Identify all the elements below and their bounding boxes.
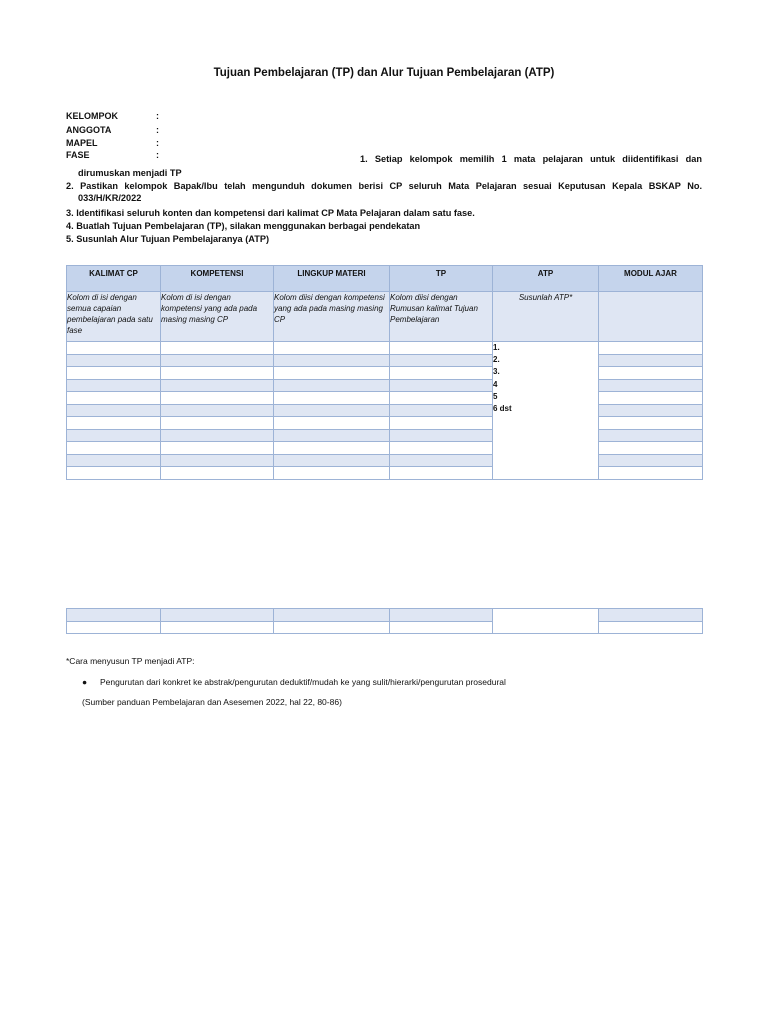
table-cell[interactable] bbox=[599, 417, 703, 430]
instruction-5: 5. Susunlah Alur Tujuan Pembelajaranya (ATP) bbox=[66, 234, 270, 244]
table-row bbox=[67, 404, 703, 417]
table-cell[interactable] bbox=[390, 609, 493, 622]
table-cell[interactable] bbox=[161, 429, 274, 442]
table-cell[interactable] bbox=[599, 442, 703, 455]
desc-kompetensi: Kolom di isi dengan kompetensi yang ada pada masing masing CP bbox=[161, 292, 274, 342]
table-cell[interactable] bbox=[599, 354, 703, 367]
table-cell[interactable] bbox=[67, 454, 161, 467]
table-row bbox=[67, 354, 703, 367]
table-cell[interactable] bbox=[599, 609, 703, 622]
header-lingkup-materi: LINGKUP MATERI bbox=[274, 266, 390, 292]
table-cell[interactable] bbox=[599, 342, 703, 355]
table-cell[interactable] bbox=[67, 417, 161, 430]
table-row bbox=[67, 367, 703, 380]
table-cell[interactable] bbox=[161, 417, 274, 430]
table-cell[interactable] bbox=[274, 367, 390, 380]
meta-colon: : bbox=[156, 138, 159, 148]
meta-label: MAPEL bbox=[66, 138, 98, 148]
table-cell[interactable] bbox=[599, 367, 703, 380]
note-bullet-text: Pengurutan dari konkret ke abstrak/pengurutan deduktif/mudah ke yang sulit/hierarki/pengurutan prosedural bbox=[100, 677, 506, 687]
table-cell[interactable] bbox=[67, 467, 161, 480]
meta-mapel bbox=[66, 138, 166, 148]
table-cell[interactable] bbox=[390, 342, 493, 355]
instruction-1: 1. Setiap kelompok memilih 1 mata pelajaran untuk diidentifikasi dan bbox=[360, 154, 702, 164]
table-cell[interactable] bbox=[390, 454, 493, 467]
table-row bbox=[67, 621, 703, 634]
table-cell[interactable] bbox=[390, 392, 493, 405]
meta-colon: : bbox=[156, 150, 159, 160]
table-cell[interactable] bbox=[67, 392, 161, 405]
atp-item: 4 bbox=[493, 379, 498, 389]
table-cell[interactable] bbox=[599, 404, 703, 417]
table-cell[interactable] bbox=[67, 342, 161, 355]
meta-label: KELOMPOK bbox=[66, 111, 119, 121]
table-row bbox=[67, 442, 703, 455]
header-kalimat-cp: KALIMAT CP bbox=[67, 266, 161, 292]
note-heading: *Cara menyusun TP menjadi ATP: bbox=[66, 656, 195, 666]
header-atp: ATP bbox=[493, 266, 599, 292]
table-cell[interactable] bbox=[161, 621, 274, 634]
table-row bbox=[67, 609, 703, 622]
table-cell[interactable] bbox=[161, 454, 274, 467]
table-cell[interactable] bbox=[161, 442, 274, 455]
instruction-1-cont: dirumuskan menjadi TP bbox=[78, 168, 182, 178]
table-cell[interactable] bbox=[390, 367, 493, 380]
atp-item: 1. bbox=[493, 343, 500, 352]
table-cell[interactable] bbox=[390, 467, 493, 480]
table-cell[interactable] bbox=[274, 342, 390, 355]
atp-item: 3. bbox=[493, 367, 500, 377]
atp-list-cell[interactable] bbox=[493, 342, 599, 480]
table-cell[interactable] bbox=[390, 404, 493, 417]
table-cell[interactable] bbox=[161, 379, 274, 392]
table-cell[interactable] bbox=[161, 392, 274, 405]
header-kompetensi: KOMPETENSI bbox=[161, 266, 274, 292]
table-cell[interactable] bbox=[390, 354, 493, 367]
table-cell[interactable] bbox=[274, 454, 390, 467]
tp-atp-table bbox=[66, 265, 703, 480]
meta-colon: : bbox=[156, 111, 159, 121]
meta-colon: : bbox=[156, 125, 159, 135]
atp-item: 6 dst bbox=[493, 404, 512, 414]
table-cell[interactable] bbox=[274, 354, 390, 367]
meta-fase bbox=[66, 150, 166, 160]
table-cell[interactable] bbox=[390, 429, 493, 442]
table-cell[interactable] bbox=[274, 467, 390, 480]
desc-lingkup-materi: Kolom diisi dengan kompetensi yang ada pada masing masing CP bbox=[274, 292, 390, 342]
table-header-row bbox=[67, 266, 703, 292]
table-cell[interactable] bbox=[599, 621, 703, 634]
atp-item: 5 bbox=[493, 391, 498, 401]
table-cell[interactable] bbox=[274, 429, 390, 442]
desc-modul-ajar bbox=[599, 292, 703, 342]
instruction-4: 4. Buatlah Tujuan Pembelajaran (TP), silakan menggunakan berbagai pendekatan bbox=[66, 221, 421, 231]
table-cell[interactable] bbox=[161, 467, 274, 480]
table-cell[interactable] bbox=[67, 379, 161, 392]
table-cell[interactable] bbox=[599, 392, 703, 405]
table-cell[interactable] bbox=[390, 417, 493, 430]
table-cell[interactable] bbox=[67, 354, 161, 367]
page-title: Tujuan Pembelajaran (TP) dan Alur Tujuan Pembelajaran (ATP) bbox=[213, 67, 555, 79]
bullet-icon: ● bbox=[82, 677, 88, 687]
table-cell[interactable] bbox=[67, 404, 161, 417]
meta-kelompok bbox=[66, 111, 166, 121]
instruction-3: 3. Identifikasi seluruh konten dan kompetensi dari kalimat CP Mata Pelajaran dalam satu fase. bbox=[66, 208, 475, 218]
table-row bbox=[67, 467, 703, 480]
table-cell[interactable] bbox=[390, 379, 493, 392]
table-cell[interactable] bbox=[599, 429, 703, 442]
header-modul-ajar: MODUL AJAR bbox=[599, 266, 703, 292]
table-cell[interactable] bbox=[67, 429, 161, 442]
table-cell[interactable] bbox=[161, 354, 274, 367]
note-source: (Sumber panduan Pembelajaran dan Asesemen 2022, hal 22, 80-86) bbox=[82, 697, 342, 707]
table-cell[interactable] bbox=[161, 609, 274, 622]
table-row bbox=[67, 417, 703, 430]
table-row bbox=[67, 379, 703, 392]
desc-tp: Kolom diisi dengan Rumusan kalimat Tujuan Pembelajaran bbox=[390, 292, 493, 342]
header-tp: TP bbox=[390, 266, 493, 292]
table-cell[interactable] bbox=[274, 379, 390, 392]
table-cell[interactable] bbox=[599, 379, 703, 392]
table-row bbox=[67, 342, 703, 355]
table-cell[interactable] bbox=[67, 609, 161, 622]
note-bullet bbox=[82, 677, 506, 687]
table-cell[interactable] bbox=[67, 442, 161, 455]
meta-label: ANGGOTA bbox=[66, 125, 112, 135]
table-cell[interactable] bbox=[599, 454, 703, 467]
table-cell[interactable] bbox=[161, 367, 274, 380]
table-cell[interactable] bbox=[390, 442, 493, 455]
instruction-2: 2. Pastikan kelompok Bapak/Ibu telah mengunduh dokumen berisi CP seluruh Mata Pelajaran sesuai Keputusan Kepala BSKAP No. bbox=[66, 181, 702, 191]
atp-item: 2. bbox=[493, 355, 500, 365]
table-row bbox=[67, 392, 703, 405]
table-cell[interactable] bbox=[493, 609, 599, 634]
tp-atp-table-continued bbox=[66, 608, 703, 634]
table-cell[interactable] bbox=[599, 467, 703, 480]
meta-anggota bbox=[66, 125, 166, 135]
table-description-row bbox=[67, 292, 703, 342]
desc-kalimat-cp: Kolom di isi dengan semua capaian pembelajaran pada satu fase bbox=[67, 292, 161, 342]
table-row bbox=[67, 429, 703, 442]
table-cell[interactable] bbox=[161, 342, 274, 355]
table-cell[interactable] bbox=[274, 417, 390, 430]
table-cell[interactable] bbox=[67, 367, 161, 380]
table-cell[interactable] bbox=[274, 392, 390, 405]
table-cell[interactable] bbox=[274, 404, 390, 417]
table-cell[interactable] bbox=[67, 621, 161, 634]
table-cell[interactable] bbox=[274, 609, 390, 622]
instruction-2-cont: 033/H/KR/2022 bbox=[78, 193, 142, 203]
table-cell[interactable] bbox=[161, 404, 274, 417]
table-cell[interactable] bbox=[274, 442, 390, 455]
desc-atp: Susunlah ATP* bbox=[493, 292, 599, 342]
table-row bbox=[67, 454, 703, 467]
table-cell[interactable] bbox=[390, 621, 493, 634]
meta-label: FASE bbox=[66, 150, 90, 160]
table-cell[interactable] bbox=[274, 621, 390, 634]
